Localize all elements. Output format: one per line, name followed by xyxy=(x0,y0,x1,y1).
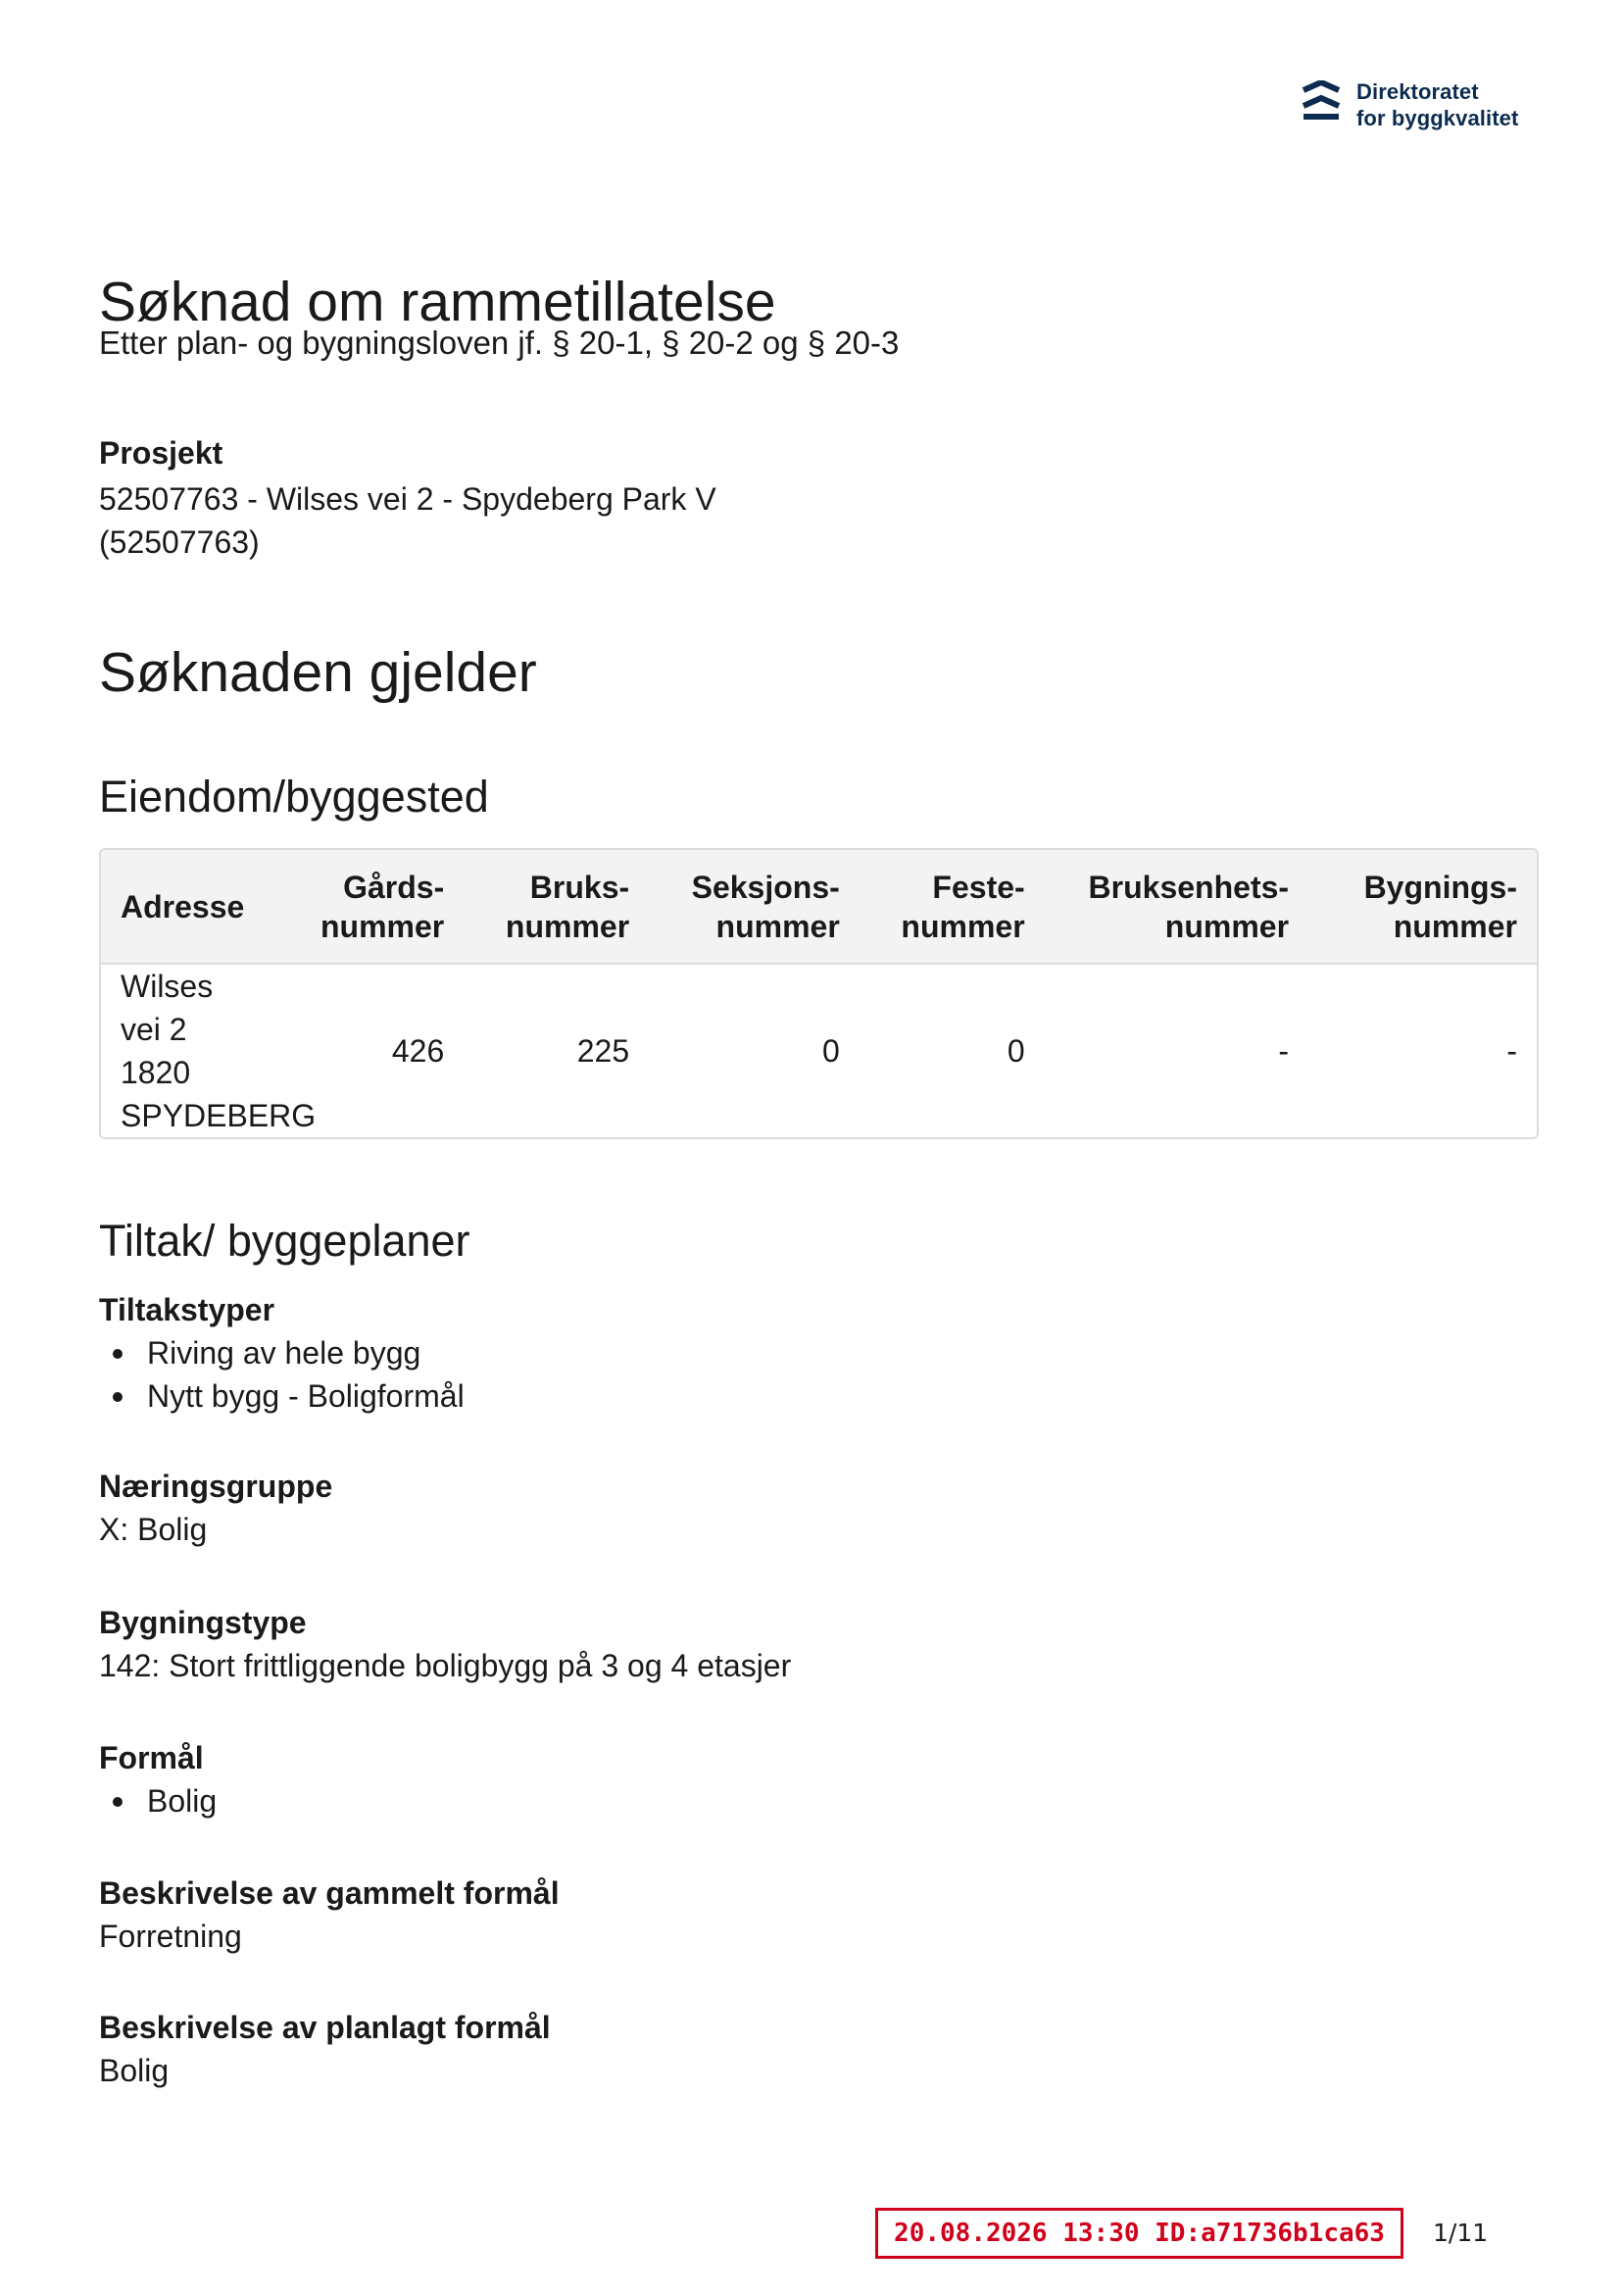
logo-line-2: for byggkvalitet xyxy=(1356,106,1519,130)
cell-bygningsnummer: - xyxy=(1506,1033,1517,1069)
list-item: Bolig xyxy=(99,1779,217,1822)
bygningstype-label: Bygningstype xyxy=(99,1605,307,1640)
prosjekt-value-line-2: (52507763) xyxy=(99,524,260,560)
document-stamp: 20.08.2026 13:30 ID:a71736b1ca63 xyxy=(875,2208,1403,2259)
prosjekt-label: Prosjekt xyxy=(99,435,223,471)
list-item: Nytt bygg - Boligformål xyxy=(99,1374,465,1418)
col-header-gardsnummer: Gårds- nummer xyxy=(277,850,464,964)
eiendom-table xyxy=(99,848,1539,1139)
cell-bruksnummer: 225 xyxy=(576,1033,630,1069)
cell-adresse: Wilses vei 2 1820 SPYDEBERG xyxy=(121,969,317,1133)
table-header-row xyxy=(101,850,1537,964)
col-header-adresse: Adresse xyxy=(101,850,277,964)
formal-list xyxy=(99,1779,217,1822)
cell-seksjonsnummer: 0 xyxy=(821,1033,840,1069)
table-row xyxy=(101,964,1537,1137)
bygningstype-value: 142: Stort frittliggende boligbygg på 3 og 4 etasjer xyxy=(99,1648,792,1683)
planlagt-formal-label: Beskrivelse av planlagt formål xyxy=(99,2010,551,2045)
page-number: 1/11 xyxy=(1433,2219,1489,2247)
naeringsgruppe-value: X: Bolig xyxy=(99,1512,208,1547)
tiltak-heading: Tiltak/ byggeplaner xyxy=(99,1216,470,1266)
logo xyxy=(1302,78,1518,131)
tiltakstyper-list xyxy=(99,1331,465,1418)
tiltakstyper-label: Tiltakstyper xyxy=(99,1292,275,1327)
gammelt-formal-label: Beskrivelse av gammelt formål xyxy=(99,1875,560,1911)
page-subtitle: Etter plan- og bygningsloven jf. § 20-1, § 20-2 og § 20-3 xyxy=(99,324,900,361)
col-header-bruksnummer: Bruks- nummer xyxy=(464,850,649,964)
list-item: Riving av hele bygg xyxy=(99,1331,465,1374)
dibk-logo-icon xyxy=(1302,80,1341,127)
logo-text xyxy=(1356,78,1518,131)
gammelt-formal-value: Forretning xyxy=(99,1919,242,1954)
section-title: Søknaden gjelder xyxy=(99,641,537,704)
col-header-bruksenhetsnummer: Bruksenhets- nummer xyxy=(1045,850,1308,964)
logo-line-1: Direktoratet xyxy=(1356,79,1479,104)
page-title: Søknad om rammetillatelse xyxy=(99,271,776,333)
eiendom-heading: Eiendom/byggested xyxy=(99,772,489,822)
prosjekt-value-line-1: 52507763 - Wilses vei 2 - Spydeberg Park V xyxy=(99,481,716,517)
cell-bruksenhetsnummer: - xyxy=(1278,1033,1290,1069)
naeringsgruppe-label: Næringsgruppe xyxy=(99,1469,333,1504)
cell-festenummer: 0 xyxy=(1007,1033,1025,1069)
cell-gardsnummer: 426 xyxy=(391,1033,445,1069)
planlagt-formal-value: Bolig xyxy=(99,2053,170,2088)
col-header-bygningsnummer: Bygnings- nummer xyxy=(1308,850,1537,964)
formal-label: Formål xyxy=(99,1740,204,1775)
col-header-seksjonsnummer: Seksjons- nummer xyxy=(649,850,860,964)
col-header-festenummer: Feste- nummer xyxy=(860,850,1045,964)
